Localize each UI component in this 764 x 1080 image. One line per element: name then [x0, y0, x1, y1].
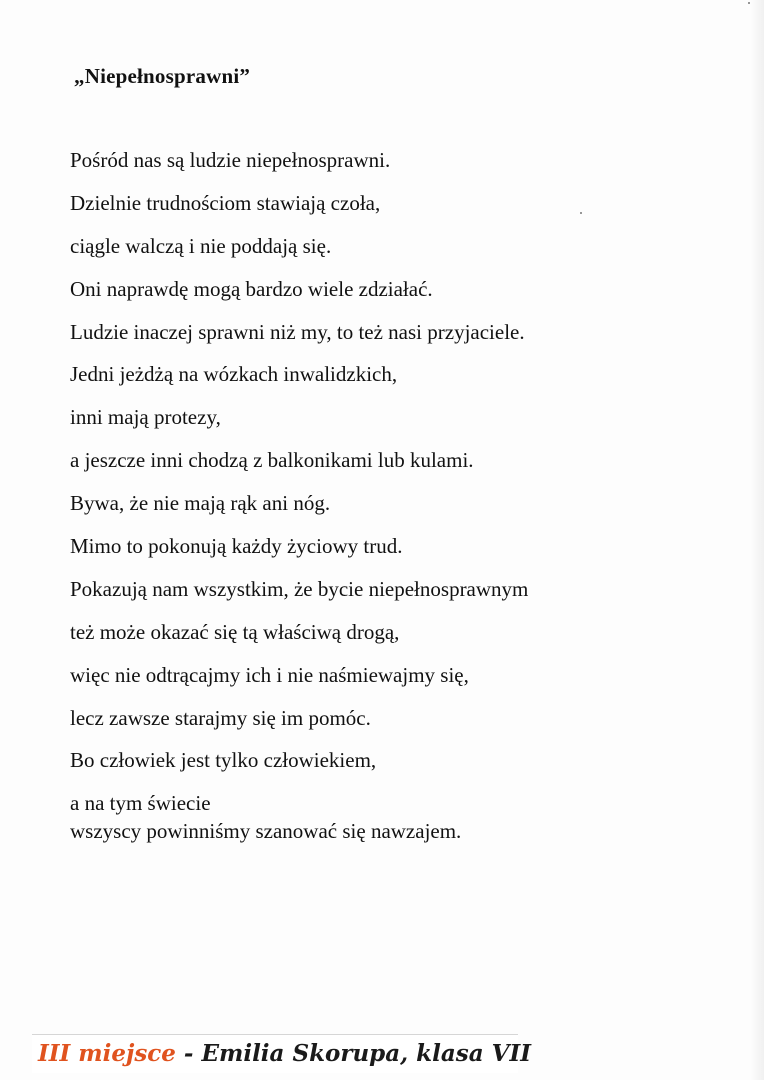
poem-line: lecz zawsze starajmy się im pomóc. [70, 705, 371, 730]
poem-line: a na tym świecie [70, 791, 211, 816]
page-edge-shadow [750, 0, 764, 1080]
caption-separator: - [175, 1040, 202, 1067]
poem-line: inni mają protezy, [70, 405, 221, 430]
poem-line: Mimo to pokonują każdy życiowy trud. [70, 534, 403, 559]
poem-line: Pokazują nam wszystkim, że bycie niepełnosprawnym [70, 576, 529, 601]
author-and-class: Emilia Skorupa, klasa VII [201, 1040, 531, 1067]
poem-line: Jedni jeżdżą na wózkach inwalidzkich, [70, 362, 398, 387]
poem-body [70, 148, 710, 862]
award-place: III miejsce [38, 1040, 176, 1067]
poem-line: Pośród nas są ludzie niepełnosprawni. [70, 148, 391, 172]
poem-line: Bywa, że nie mają rąk ani nóg. [70, 491, 331, 516]
poem-line: wszyscy powinniśmy szanować się nawzajem. [70, 819, 462, 844]
poem-line: a jeszcze inni chodzą z balkonikami lub kulami. [70, 448, 474, 473]
poem-line: Dzielnie trudnościom stawiają czoła, [70, 190, 381, 215]
scan-speck [748, 2, 750, 4]
poem-line: Ludzie inaczej sprawni niż my, to też nasi przyjaciele. [70, 319, 525, 344]
poem-line: też może okazać się tą właściwą drogą, [70, 619, 400, 644]
poem-title: „Niepełnosprawni” [74, 64, 251, 88]
poem-line: ciągle walczą i nie poddają się. [70, 233, 332, 258]
award-caption [38, 1039, 531, 1069]
poem-line: Bo człowiek jest tylko człowiekiem, [70, 748, 377, 773]
poem-line: Oni naprawdę mogą bardzo wiele zdziałać. [70, 276, 433, 301]
poem-line: więc nie odtrącajmy ich i nie naśmiewajmy się, [70, 662, 469, 687]
